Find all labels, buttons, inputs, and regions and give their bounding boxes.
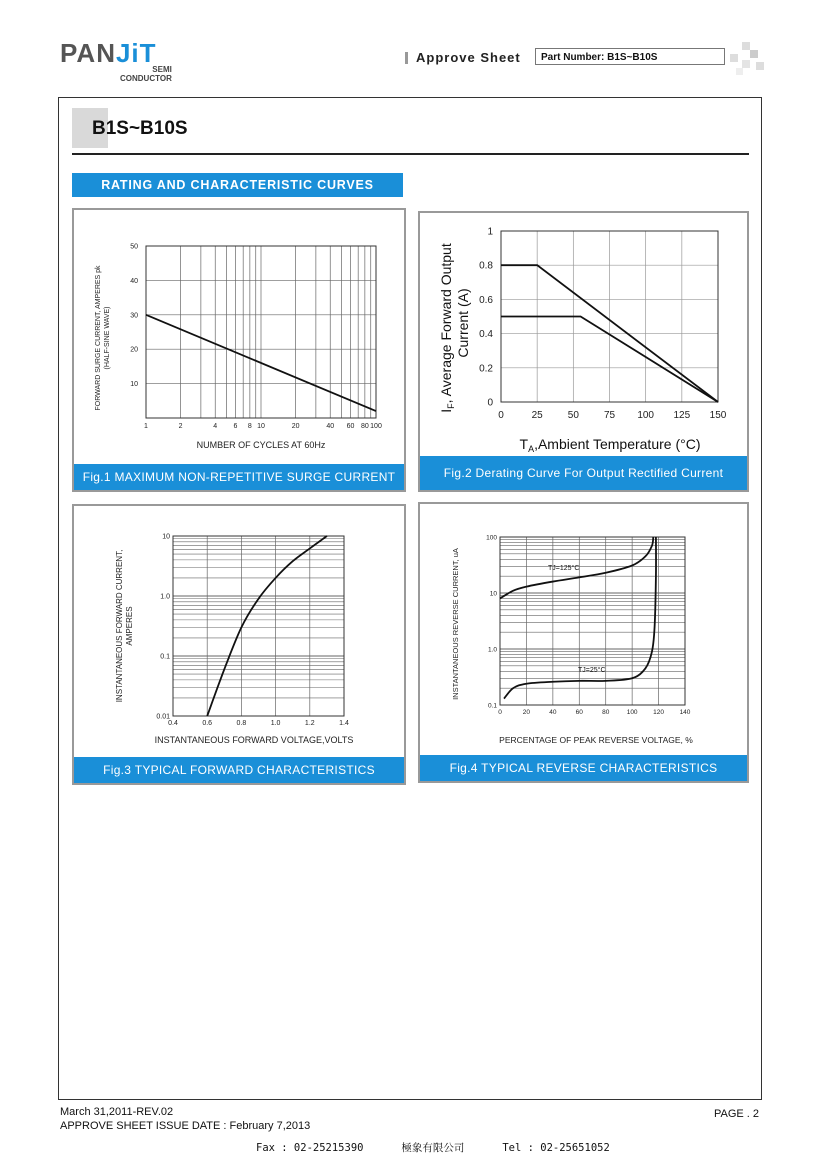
x-tick-label: 1.0 bbox=[270, 720, 281, 727]
y-tick-label: 50 bbox=[130, 243, 138, 251]
x-tick-label: 125 bbox=[673, 410, 691, 421]
contact-line: Fax : 02-25215390 極象有限公司 Tel : 02-25651052 bbox=[256, 1142, 610, 1154]
x-tick-label: 40 bbox=[326, 423, 335, 430]
fig3-panel bbox=[72, 504, 406, 785]
y-tick-label: 0.2 bbox=[479, 363, 493, 375]
fig1-panel bbox=[72, 208, 406, 492]
part-number-box: Part Number: B1S~B10S bbox=[535, 48, 725, 65]
fig1-chart bbox=[74, 210, 404, 462]
y-axis-label: INSTANTANEOUS FORWARD CURRENT, bbox=[115, 549, 124, 703]
y-tick-label: 0.1 bbox=[160, 653, 170, 661]
y-tick-label: 0.1 bbox=[487, 702, 497, 710]
x-tick-label: 6 bbox=[233, 423, 238, 430]
revision-date: March 31,2011-REV.02 bbox=[60, 1106, 174, 1118]
x-tick-label: 80 bbox=[360, 423, 369, 430]
x-tick-label: 100 bbox=[370, 423, 382, 430]
x-tick-label: 2 bbox=[178, 423, 183, 430]
annotation-label: TJ=25°C bbox=[578, 667, 606, 674]
page-number: PAGE . 2 bbox=[714, 1108, 760, 1120]
x-tick-label: 75 bbox=[603, 410, 616, 421]
x-axis-label: PERCENTAGE OF PEAK REVERSE VOLTAGE, % bbox=[499, 735, 693, 745]
company-logo: PANJiT bbox=[60, 38, 157, 68]
fig1-caption: Fig.1 MAXIMUM NON-REPETITIVE SURGE CURRENT bbox=[74, 464, 404, 490]
y-tick-label: 0.01 bbox=[156, 713, 170, 721]
x-tick-label: 8 bbox=[247, 423, 252, 430]
x-tick-label: 60 bbox=[575, 709, 583, 716]
y-tick-label: 40 bbox=[130, 277, 138, 285]
x-tick-label: 40 bbox=[549, 709, 557, 716]
fig2-panel bbox=[418, 211, 749, 492]
x-tick-label: 1.4 bbox=[339, 720, 349, 727]
x-tick-label: 50 bbox=[567, 410, 579, 421]
x-tick-label: 1 bbox=[144, 423, 148, 430]
y-tick-label: 0 bbox=[487, 397, 493, 409]
y-tick-label: 1 bbox=[487, 226, 493, 238]
y-tick-label: 10 bbox=[162, 533, 170, 541]
y-tick-label: 1.0 bbox=[160, 593, 170, 601]
x-tick-label: 20 bbox=[291, 423, 300, 430]
y-axis-label-2: AMPERES bbox=[125, 606, 134, 646]
x-axis-label: $T_A,Ambient$ Temperature (°C) bbox=[519, 436, 701, 454]
x-tick-label: 60 bbox=[346, 423, 355, 430]
x-tick-label: 150 bbox=[709, 410, 727, 421]
y-tick-label: 1.0 bbox=[487, 646, 497, 654]
fig4-chart bbox=[420, 504, 747, 756]
fig3-caption: Fig.3 TYPICAL FORWARD CHARACTERISTICS bbox=[74, 757, 404, 783]
fig2-chart bbox=[420, 213, 747, 462]
y-tick-label: 10 bbox=[130, 381, 138, 389]
x-tick-label: 1.2 bbox=[304, 720, 315, 727]
y-tick-label: 0.6 bbox=[479, 294, 493, 306]
y-tick-label: 10 bbox=[489, 590, 497, 598]
y-axis-label: INSTANTANEOUS REVERSE CURRENT, uA bbox=[451, 548, 460, 700]
x-tick-label: 25 bbox=[531, 410, 543, 421]
x-tick-label: 100 bbox=[637, 410, 655, 421]
approve-marker bbox=[405, 52, 408, 64]
y-axis-label: FORWARD SURGE CURRENT, AMPERES pk bbox=[95, 265, 102, 411]
x-tick-label: 20 bbox=[522, 709, 531, 716]
title-divider bbox=[72, 153, 749, 155]
page-title: B1S~B10S bbox=[92, 118, 188, 139]
y-axis-label-2: Current (A) bbox=[455, 288, 471, 358]
y-axis-label: $I_F$, Average Forward Output bbox=[438, 243, 456, 413]
x-tick-label: 80 bbox=[602, 709, 610, 716]
y-axis-label-2: (HALF-SINE WAVE) bbox=[104, 306, 111, 370]
x-tick-label: 0.8 bbox=[236, 720, 247, 727]
fig4-panel bbox=[418, 502, 749, 783]
x-tick-label: 0 bbox=[498, 410, 504, 421]
x-tick-label: 0.4 bbox=[168, 720, 178, 727]
y-tick-label: 0.8 bbox=[479, 260, 493, 272]
annotation-label: TJ=125°C bbox=[548, 565, 580, 572]
x-tick-label: 120 bbox=[653, 709, 665, 716]
x-tick-label: 0 bbox=[498, 709, 502, 716]
x-tick-label: 4 bbox=[213, 423, 218, 430]
approve-sheet-label: Approve Sheet bbox=[416, 50, 521, 65]
logo-subtitle: SEMI CONDUCTOR bbox=[120, 65, 172, 83]
issue-date: APPROVE SHEET ISSUE DATE : February 7,2013 bbox=[60, 1120, 311, 1132]
plot-border bbox=[173, 536, 344, 716]
y-tick-label: 100 bbox=[486, 534, 497, 542]
x-axis-label: INSTANTANEOUS FORWARD VOLTAGE,VOLTS bbox=[154, 735, 354, 745]
x-axis-label: NUMBER OF CYCLES AT 60Hz bbox=[196, 440, 326, 450]
plot-border bbox=[500, 537, 685, 705]
y-tick-label: 20 bbox=[130, 346, 138, 354]
fig3-chart bbox=[74, 506, 404, 758]
series-line bbox=[207, 536, 327, 716]
checker-decoration bbox=[730, 42, 764, 76]
x-tick-label: 10 bbox=[257, 423, 265, 430]
section-title: RATING AND CHARACTERISTIC CURVES bbox=[72, 173, 403, 197]
series-line bbox=[504, 537, 656, 699]
x-tick-label: 0.6 bbox=[202, 720, 213, 727]
x-tick-label: 100 bbox=[626, 709, 638, 716]
y-tick-label: 0.4 bbox=[479, 329, 493, 341]
y-tick-label: 30 bbox=[130, 312, 138, 320]
x-tick-label: 140 bbox=[679, 709, 691, 716]
fig4-caption: Fig.4 TYPICAL REVERSE CHARACTERISTICS bbox=[420, 755, 747, 781]
fig2-caption: Fig.2 Derating Curve For Output Rectified Current bbox=[420, 456, 747, 490]
